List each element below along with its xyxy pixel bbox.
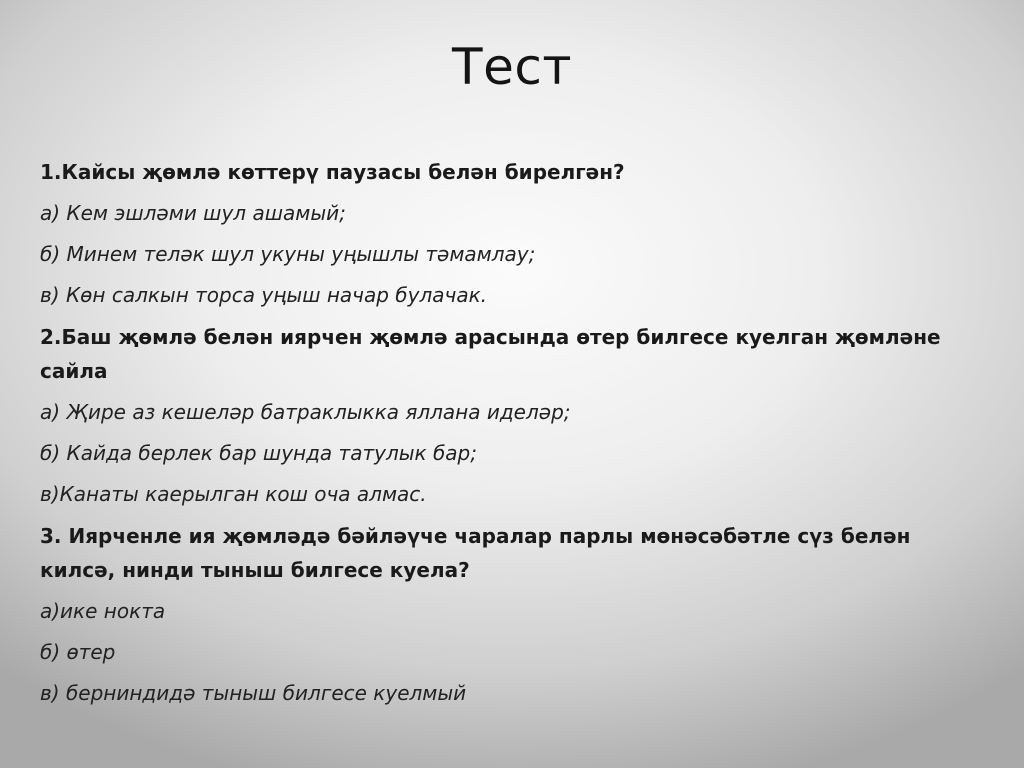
question-block-2 bbox=[40, 320, 980, 515]
question-1-option-c: в) Көн салкын торса уңыш начар булачак. bbox=[40, 283, 488, 307]
question-2-option-b: б) Кайда берлек бар шунда татулык бар; bbox=[40, 441, 477, 465]
question-3-option-c: в) берниндидә тыныш билгесе куелмый bbox=[40, 681, 467, 705]
question-1-text: 1.Кайсы җөмлә көттерү паузасы белән бирелгән? bbox=[40, 160, 625, 184]
question-3-option-b: б) өтер bbox=[40, 640, 116, 664]
question-1-option-a: а) Кем эшләми шул ашамый; bbox=[40, 201, 346, 225]
test-content bbox=[40, 155, 980, 714]
slide-title: Тест bbox=[452, 38, 572, 96]
question-3-text: 3. Иярченле ия җөмләдә бәйләүче чаралар парлы мөнәсәбәтле сүз белән килсә, нинди тыныш билгесе куела? bbox=[40, 524, 911, 582]
question-2-text: 2.Баш җөмлә белән иярчен җөмлә арасында өтер билгесе куелган җөмләне сайла bbox=[40, 325, 941, 383]
question-2-option-a: а) Җире аз кешеләр батраклыкка яллана иделәр; bbox=[40, 400, 571, 424]
question-3-option-a: а)ике нокта bbox=[40, 599, 166, 623]
question-block-1 bbox=[40, 155, 980, 316]
question-1-option-b: б) Минем теләк шул укуны уңышлы тәмамлау; bbox=[40, 242, 536, 266]
question-block-3 bbox=[40, 519, 980, 714]
question-2-option-c: в)Канаты каерылган кош оча алмас. bbox=[40, 482, 427, 506]
